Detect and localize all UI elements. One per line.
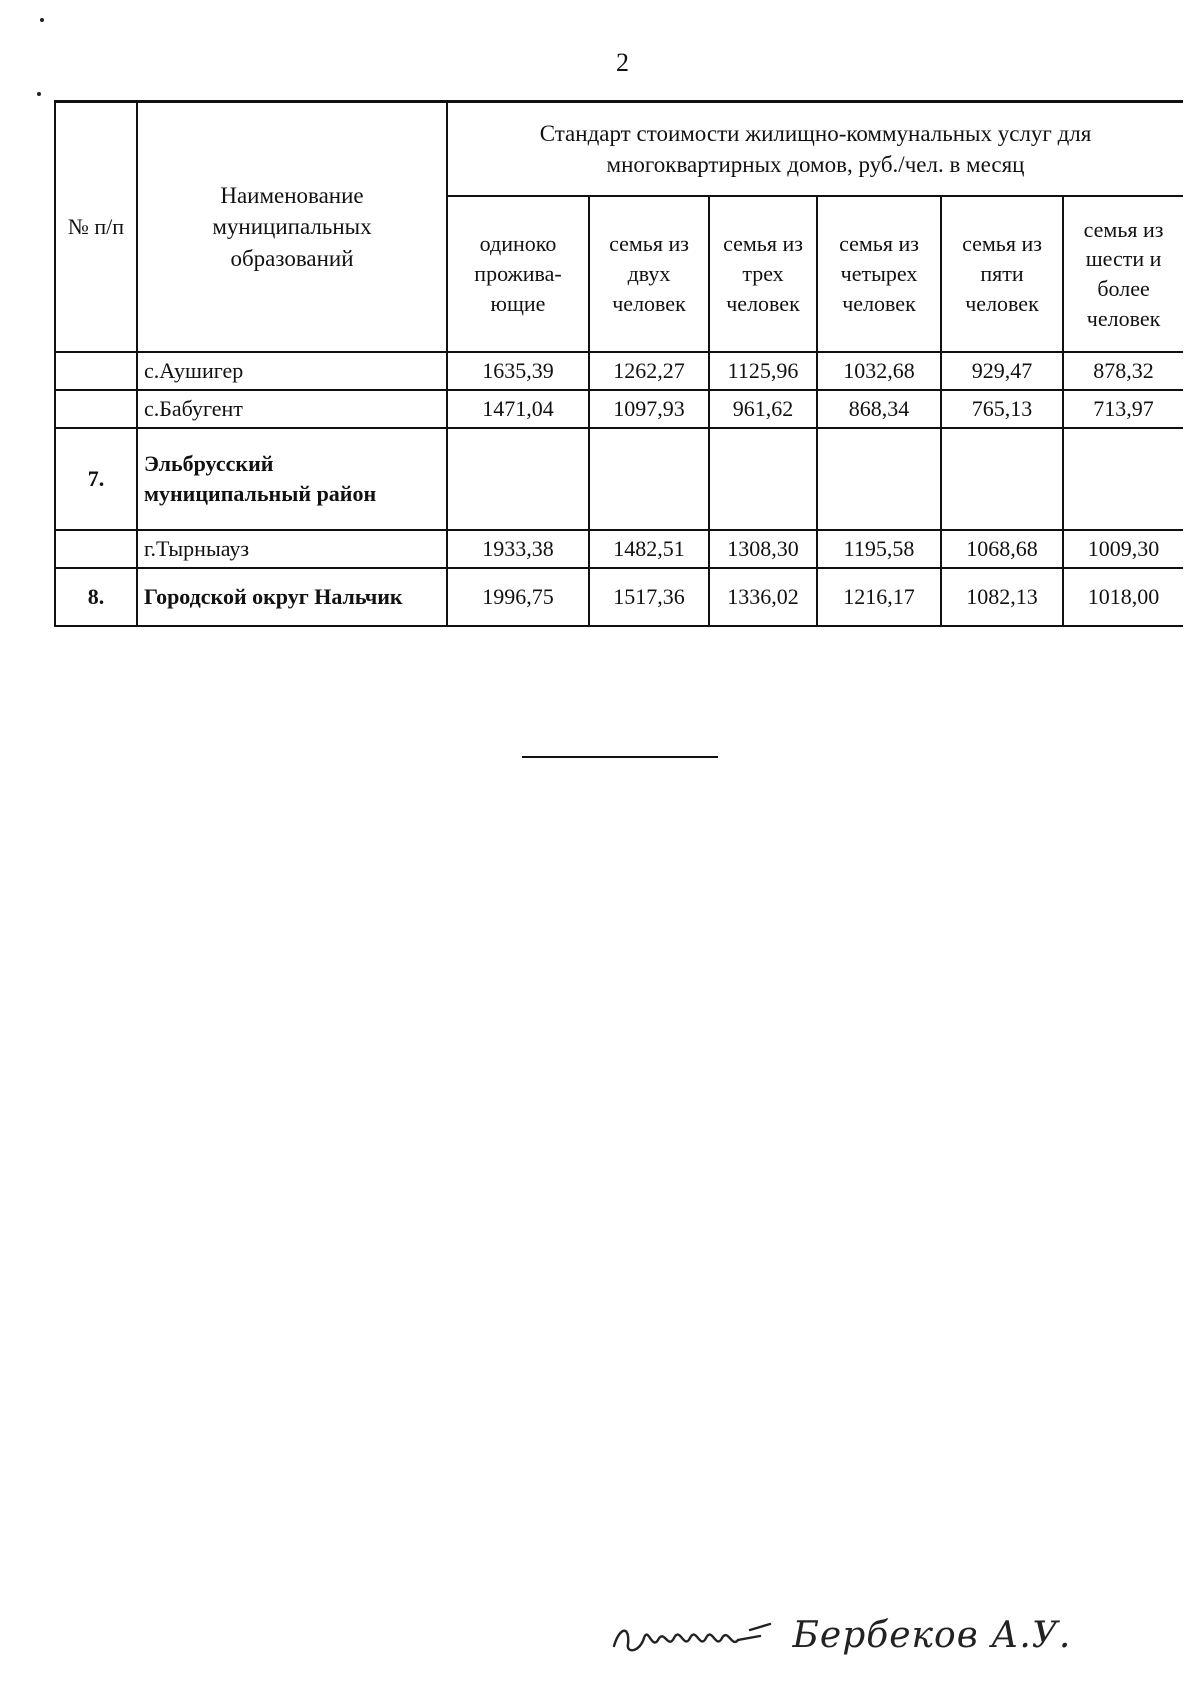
value-cell	[709, 428, 817, 530]
column-header-three: семья из трех человек	[709, 196, 817, 352]
row-name: Городской округ Нальчик	[137, 568, 447, 626]
value-cell: 929,47	[941, 352, 1063, 390]
signature-name: Бербеков А.У.	[792, 1615, 1072, 1656]
value-cell	[817, 428, 941, 530]
value-cell: 1308,30	[709, 530, 817, 568]
value-cell: 1032,68	[817, 352, 941, 390]
column-header-five: семья из пяти человек	[941, 196, 1063, 352]
row-number: 8.	[55, 568, 137, 626]
page-number: 2	[616, 48, 629, 77]
header-row	[55, 102, 1183, 197]
table-row	[55, 428, 1183, 530]
value-cell	[589, 428, 709, 530]
column-header-two: семья из двух человек	[589, 196, 709, 352]
column-header-four: семья из четырех человек	[817, 196, 941, 352]
row-number	[55, 390, 137, 428]
value-cell: 868,34	[817, 390, 941, 428]
row-name: г.Тырныауз	[137, 530, 447, 568]
table-row	[55, 530, 1183, 568]
row-name: Эльбрусский муниципальный район	[137, 428, 447, 530]
row-number	[55, 530, 137, 568]
row-number: 7.	[55, 428, 137, 530]
value-cell	[1063, 428, 1183, 530]
value-cell: 1018,00	[1063, 568, 1183, 626]
handwritten-signature	[610, 1615, 1071, 1660]
scan-dot-mark	[40, 18, 44, 22]
value-cell: 1009,30	[1063, 530, 1183, 568]
column-group-header: Стандарт стоимости жилищно-коммунальных услуг для многоквартирных домов, руб./чел. в месяц	[447, 102, 1183, 197]
row-number	[55, 352, 137, 390]
value-cell: 713,97	[1063, 390, 1183, 428]
row-name: с.Аушигер	[137, 352, 447, 390]
scan-dot-mark	[37, 92, 41, 96]
column-header-name: Наименование муниципальных образований	[137, 102, 447, 353]
value-cell: 1068,68	[941, 530, 1063, 568]
value-cell: 1517,36	[589, 568, 709, 626]
value-cell: 1996,75	[447, 568, 589, 626]
value-cell	[941, 428, 1063, 530]
closing-separator-line	[522, 756, 718, 758]
column-header-six: семья из шести и более человек	[1063, 196, 1183, 352]
table-row	[55, 352, 1183, 390]
value-cell: 1482,51	[589, 530, 709, 568]
value-cell: 961,62	[709, 390, 817, 428]
row-name: с.Бабугент	[137, 390, 447, 428]
signature-scribble	[610, 1616, 780, 1660]
value-cell: 1336,02	[709, 568, 817, 626]
value-cell: 1125,96	[709, 352, 817, 390]
value-cell: 1097,93	[589, 390, 709, 428]
column-header-single: одиноко прожива-ющие	[447, 196, 589, 352]
value-cell: 1082,13	[941, 568, 1063, 626]
table-row	[55, 390, 1183, 428]
value-cell: 1635,39	[447, 352, 589, 390]
value-cell: 1933,38	[447, 530, 589, 568]
value-cell: 765,13	[941, 390, 1063, 428]
value-cell	[447, 428, 589, 530]
value-cell: 1262,27	[589, 352, 709, 390]
value-cell: 878,32	[1063, 352, 1183, 390]
value-cell: 1216,17	[817, 568, 941, 626]
table-row	[55, 568, 1183, 626]
value-cell: 1195,58	[817, 530, 941, 568]
column-header-number: № п/п	[55, 102, 137, 353]
value-cell: 1471,04	[447, 390, 589, 428]
housing-cost-table	[54, 100, 1183, 627]
